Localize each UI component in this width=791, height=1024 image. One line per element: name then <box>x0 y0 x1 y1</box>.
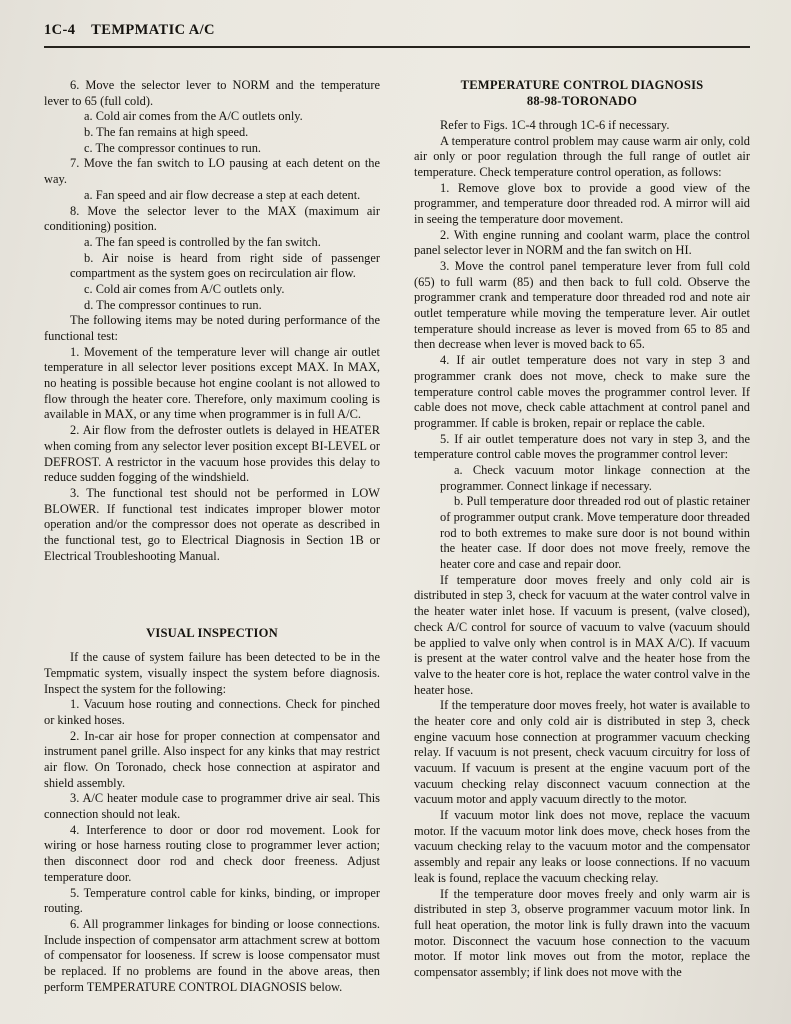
body-paragraph: a. Cold air comes from the A/C outlets only. <box>84 109 303 124</box>
page-folio: 1C-4 <box>44 22 76 38</box>
body-paragraph: 2. Air flow from the defroster outlets is delayed in HEATER when coming from any selector lever position except BI-LEVEL or DEFROST. A restrictor in the vacuum hose provides this delay to reduce sudden fogging of the windshield. <box>44 423 380 485</box>
body-paragraph: 7. Move the fan switch to LO pausing at each detent on the way. <box>44 156 380 187</box>
body-paragraph: a. The fan speed is controlled by the fan switch. <box>84 234 321 249</box>
body-paragraph: If the temperature door moves freely, hot water is available to the heater core and only cold air is distributed in step 3, check engine vacuum hose connection at programmer vacuum checking relay. If vacuum is not present, check vacuum circuitry for loss of vacuum. If vacuum is present at the engine vacuum port of the vacuum checking relay disconnect vacuum connection at the vacuum motor and apply vacuum directly to the motor. <box>414 698 750 807</box>
body-paragraph: a. Check vacuum motor linkage connection at the programmer. Connect linkage if necessary. <box>440 462 750 493</box>
body-paragraph: 2. With engine running and coolant warm, place the control panel selector lever in NORM and the fan switch on HI. <box>414 227 750 258</box>
body-paragraph: 2. In-car air hose for proper connection at compensator and instrument panel grille. Also inspect for any kinks that may restrict air flow. On Toronado, check hose connection at aspirator and shield assembly. <box>44 728 380 790</box>
body-paragraph: c. Cold air comes from A/C outlets only. <box>84 281 285 296</box>
body-paragraph: 1. Vacuum hose routing and connections. Check for pinched or kinked hoses. <box>44 697 380 727</box>
section-heading: TEMPERATURE CONTROL DIAGNOSIS <box>460 78 704 92</box>
body-paragraph: 1. Remove glove box to provide a good view of the programmer, and temperature door threaded rod. A mirror will aid in seeing the temperature door movement. <box>414 180 750 226</box>
body-paragraph: 3. A/C heater module case to programmer drive air seal. This connection should not leak. <box>44 791 380 822</box>
section-heading: VISUAL INSPECTION <box>146 626 278 641</box>
page-header <box>44 22 215 39</box>
body-paragraph: 6. All programmer linkages for binding or loose connections. Include inspection of compensator arm attachment screw at bottom of compensator for looseness. If screw is loose compensator must be replaced. If no problems are found in the above areas, then perform TEMPERATURE CONTROL DIAGNOSIS below. <box>44 916 380 994</box>
paragraph-spacer <box>414 110 750 118</box>
header-divider <box>44 46 750 48</box>
body-paragraph: b. Air noise is heard from right side of passenger compartment as the system goes on recirculation air flow. <box>70 250 380 281</box>
paragraph-spacer <box>44 564 380 626</box>
body-paragraph: A temperature control problem may cause warm air only, cold air only or poor regulation through the full range of outlet air temperature. Check temperature control operation, as follows: <box>414 133 750 179</box>
body-paragraph: c. The compressor continues to run. <box>84 140 261 155</box>
left-column <box>44 78 380 998</box>
body-paragraph: b. The fan remains at high speed. <box>84 125 249 140</box>
body-paragraph: 3. Move the control panel temperature lever from full cold (65) to full warm (85) and then back to full cold. Observe the programmer crank and temperature door threaded rod and note air outlet temperature while moving the temperature lever. Air outlet temperature should increase as lever is moved from 65 to 85 and then decrease when lever is moved back to 65. <box>414 259 750 352</box>
body-paragraph: If the temperature door moves freely and only warm air is distributed in step 3, observe programmer vacuum motor link. In full heat operation, the motor link is fully drawn into the vacuum motor. Disconnect the vacuum hose connection to the vacuum motor. If motor link moves out from the motor, replace the compensator assembly; if link does not move with the <box>414 886 750 979</box>
section-heading: 88-98-TORONADO <box>526 93 638 108</box>
body-paragraph: 4. Interference to door or door rod movement. Look for wiring or hose harness routing close to programmer lever action; then disconnect door rod and check door freeness. Adjust temperature door. <box>44 822 380 884</box>
body-paragraph: b. Pull temperature door threaded rod out of plastic retainer of programmer output crank. Move temperature door threaded rod to both extremes to make sure door is not bound within the heater case. If door does not move freely, remove the heater core and case and repair door. <box>440 494 750 572</box>
body-paragraph: Refer to Figs. 1C-4 through 1C-6 if necessary. <box>440 117 670 132</box>
body-paragraph: If vacuum motor link does not move, replace the vacuum motor. If the vacuum motor link does move, check hoses from the vacuum checking relay to the vacuum motor and the compensator assembly and repair any leaks or loose connections. If no vacuum leak is found, replace the vacuum checking relay. <box>414 808 750 885</box>
body-paragraph: a. Fan speed and air flow decrease a step at each detent. <box>84 187 361 202</box>
page-title: TEMPMATIC A/C <box>91 22 215 38</box>
body-paragraph: 5. Temperature control cable for kinks, binding, or improper routing. <box>44 885 380 916</box>
body-paragraph: 4. If air outlet temperature does not vary in step 3 and programmer crank does not move, check to make sure the temperature control cable moves the programmer control lever. If cable does not move, check cable attachment at control panel and programmer. If cable is broken, repair or replace the cable. <box>414 353 750 430</box>
body-columns <box>44 78 750 998</box>
body-paragraph: The following items may be noted during performance of the functional test: <box>44 313 380 343</box>
body-paragraph: If temperature door moves freely and only cold air is distributed in step 3, check for vacuum at the water control valve in the heater water inlet hose. If vacuum is present, (valve closed), check A/C control for source of vacuum to valve (vacuum should be applied to valve only when control is in MAX A/C). If vacuum is present at the water control valve and the heater hose from the valve to the heater core is hot, replace the water control valve in the heater hose. <box>414 572 750 697</box>
body-paragraph: d. The compressor continues to run. <box>84 297 262 312</box>
body-paragraph: 8. Move the selector lever to the MAX (maximum air conditioning) position. <box>44 203 380 234</box>
paragraph-spacer <box>44 642 380 650</box>
body-paragraph: 3. The functional test should not be performed in LOW BLOWER. If functional test indicates improper blower motor operation and/or the compressor does not operate as described in the functional test, go to Electrical Diagnosis in Section 1B or Electrical Troubleshooting Manual. <box>44 485 380 563</box>
body-paragraph: 5. If air outlet temperature does not vary in step 3, and the temperature control cable moves the programmer control lever: <box>414 431 750 462</box>
body-paragraph: 6. Move the selector lever to NORM and the temperature lever to 65 (full cold). <box>44 78 380 108</box>
body-paragraph: If the cause of system failure has been detected to be in the Tempmatic system, visually inspect the system before diagnosis. Inspect the system for the following: <box>44 650 380 696</box>
right-column <box>414 78 750 998</box>
body-paragraph: 1. Movement of the temperature lever will change air outlet temperature in all selector lever positions except MAX. In MAX, no heating is possible because hot engine coolant is not allowed to flow through the heater core. Therefore, only maximum cooling is available in MAX, or any time when programmer is in full A/C. <box>44 344 380 422</box>
